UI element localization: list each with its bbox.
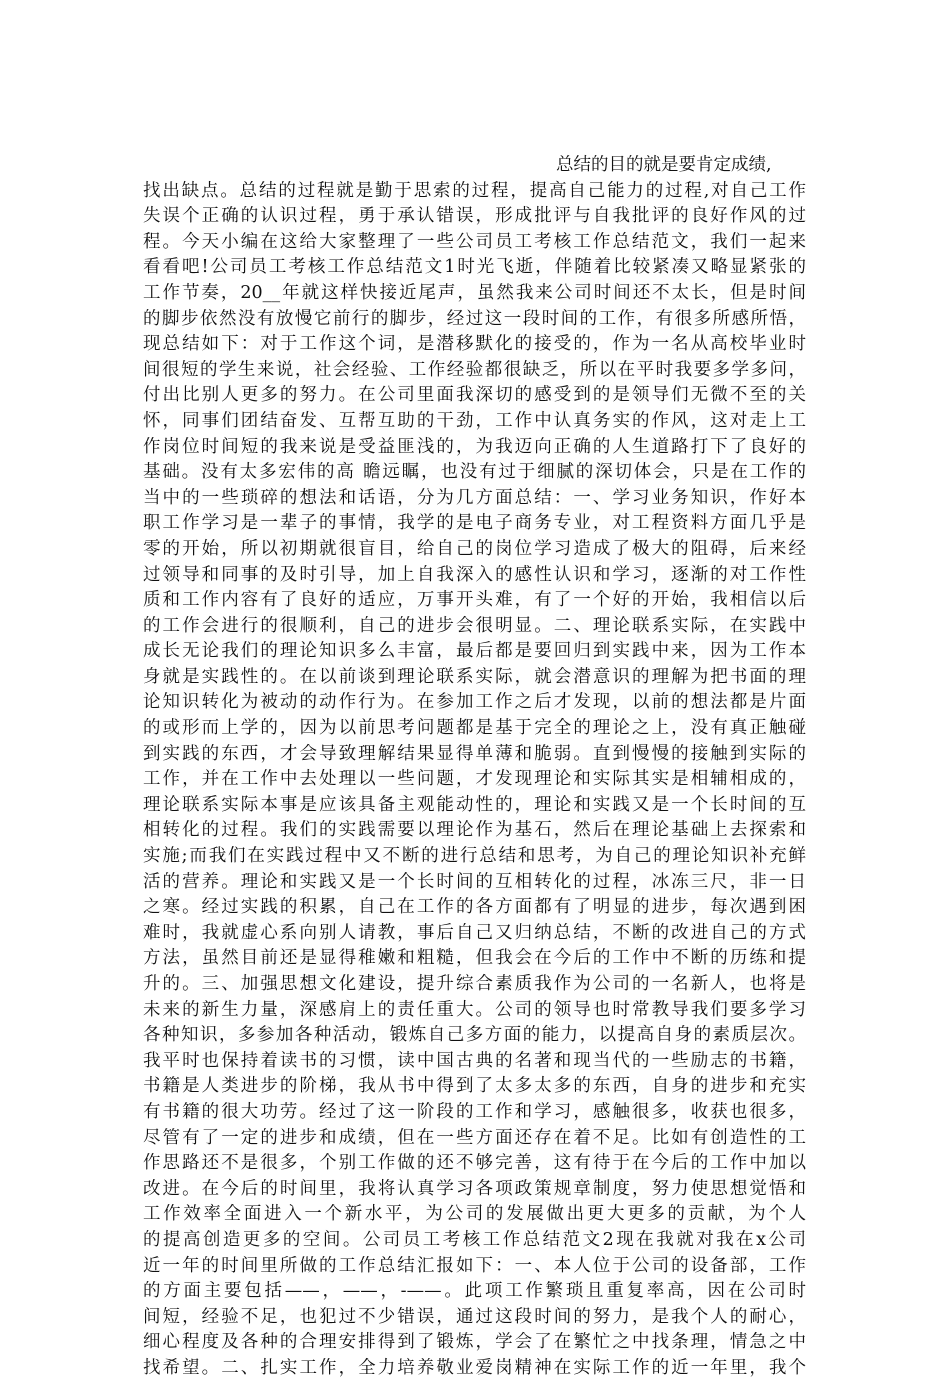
text-line: 细心程度及各种的合理安排得到了锻炼，学会了在繁忙之中找条理，情急之中 (143, 1332, 806, 1353)
text-line: 到实践的东西，才会导致理解结果显得单薄和脆弱。直到慢慢的接触到实际的 (143, 743, 806, 764)
text-line: 作思路还不是很多，个别工作做的还不够完善，这有待于在今后的工作中加以 (143, 1153, 806, 1174)
text-line: 尽管有了一定的进步和成绩，但在一些方面还存在着不足。比如有创造性的工 (143, 1127, 806, 1148)
text-line: 升的。三、加强思想文化建设，提升综合素质我作为公司的一名新人，也将是 (143, 974, 806, 994)
text-line: 有书籍的很大功劳。经过了这一阶段的工作和学习，感触很多，收获也很多， (143, 1101, 806, 1122)
text-line: 作岗位时间短的我来说是受益匪浅的，为我迈向正确的人生道路打下了良好的 (143, 436, 806, 457)
text-line: 实施;而我们在实践过程中又不断的进行总结和思考，为自己的理论知识补充鲜 (143, 846, 806, 867)
text-line: 的或形而上学的，因为以前思考问题都是基于完全的理论之上，没有真正触碰 (143, 718, 806, 739)
text-line: 改进。在今后的时间里，我将认真学习各项政策规章制度，努力使思想觉悟和 (143, 1178, 806, 1199)
text-line: 成长无论我们的理论知识多么丰富，最后都是要回归到实践中来，因为工作本 (143, 641, 806, 662)
text-line: 过领导和同事的及时引导，加上自我深入的感性认识和学习，逐渐的对工作性 (143, 564, 806, 585)
text-line: 间短，经验不足，也犯过不少错误，通过这段时间的努力，是我个人的耐心， (143, 1306, 806, 1327)
text-line: 活的营养。理论和实践又是一个长时间的互相转化的过程，冰冻三尺，非一日 (143, 871, 806, 892)
text-line: 职工作学习是一辈子的事情，我学的是电子商务专业，对工程资料方面几乎是 (143, 513, 806, 534)
text-line: 基础。没有太多宏伟的高 瞻远瞩，也没有过于细腻的深切体会，只是在工作的 (143, 462, 806, 483)
text-line: 付出比别人更多的努力。在公司里面我深切的感受到的是领导们无微不至的关 (143, 385, 806, 406)
text-line: 相转化的过程。我们的实践需要以理论作为基石，然后在理论基础上去探索和 (143, 820, 806, 841)
text-line: 找希望。二、扎实工作，全力培养敬业爱岗精神在实际工作的近一年里，我个 (143, 1357, 806, 1378)
text-line: 的工作会进行的很顺利，自己的进步会很明显。二、理论联系实际，在实践中 (143, 615, 806, 636)
text-line: 的提高创造更多的空间。公司员工考核工作总结范文2现在我就对我在x公司 (143, 1229, 806, 1250)
text-line: 各种知识，多参加各种活动，锻炼自己多方面的能力，以提高自身的素质层次。 (143, 1025, 806, 1046)
text-line: 近一年的时间里所做的工作总结汇报如下：一、本人位于公司的设备部，工作 (143, 1255, 806, 1276)
text-line: 程。今天小编在这给大家整理了一些公司员工考核工作总结范文，我们一起来 (143, 231, 806, 252)
text-line: 我平时也保持着读书的习惯，读中国古典的名著和现当代的一些励志的书籍， (143, 1050, 806, 1071)
text-line: 论知识转化为被动的动作行为。在参加工作之后才发现，以前的想法都是片面 (143, 692, 806, 713)
text-line: 方法，虽然目前还是显得稚嫩和粗糙，但我会在今后的工作中不断的历练和提 (143, 948, 806, 969)
text-line: 总结的目的就是要肯定成绩, (556, 155, 772, 175)
text-line: 看看吧!公司员工考核工作总结范文1时光飞逝，伴随着比较紧凑又略显紧张的 (143, 257, 806, 278)
text-line: 的方面主要包括——，——，-——。此项工作繁琐且重复率高，因在公司时 (143, 1281, 806, 1302)
text-line: 零的开始，所以初期就很盲目，给自己的岗位学习造成了极大的阻碍，后来经 (143, 538, 806, 559)
text-line: 的脚步依然没有放慢它前行的脚步，经过这一段时间的工作，有很多所感所悟， (143, 308, 806, 329)
text-line: 当中的一些琐碎的想法和话语，分为几方面总结：一、学习业务知识，作好本 (143, 487, 806, 508)
text-line: 难时，我就虚心系向别人请教，事后自己又归纳总结，不断的改进自己的方式 (143, 922, 806, 943)
text-line: 工作效率全面进入一个新水平，为公司的发展做出更大更多的贡献，为个人 (143, 1204, 806, 1225)
text-line: 间很短的学生来说，社会经验、工作经验都很缺乏，所以在平时我要多学多问， (143, 359, 806, 380)
text-line: 书籍是人类进步的阶梯，我从书中得到了太多太多的东西，自身的进步和充实 (143, 1076, 806, 1097)
text-line: 找出缺点。总结的过程就是勤于思索的过程，提高自己能力的过程,对自己工作 (143, 180, 806, 201)
text-line: 之寒。经过实践的积累，自己在工作的各方面都有了明显的进步，每次遇到困 (143, 897, 806, 918)
text-line: 理论联系实际本事是应该具备主观能动性的，理论和实践又是一个长时间的互 (143, 794, 806, 815)
text-line: 失误个正确的认识过程，勇于承认错误，形成批评与自我批评的良好作风的过 (143, 206, 806, 227)
text-line: 现总结如下：对于工作这个词，是潜移默化的接受的，作为一名从高校毕业时 (143, 334, 806, 355)
document-body (143, 153, 806, 1382)
text-line: 工作，并在工作中去处理以一些问题，才发现理论和实际其实是相辅相成的， (143, 769, 806, 790)
text-line: 未来的新生力量，深感肩上的责任重大。公司的领导也时常教导我们要多学习 (143, 999, 806, 1020)
text-line: 身就是实践性的。在以前谈到理论联系实际，就会潜意识的理解为把书面的理 (143, 666, 806, 687)
text-line: 工作节奏，20__年就这样快接近尾声，虽然我来公司时间还不太长，但是时间 (143, 282, 806, 303)
text-line: 质和工作内容有了良好的适应，万事开头难，有了一个好的开始，我相信以后 (143, 590, 806, 611)
text-line: 怀，同事们团结奋发、互帮互助的干劲，工作中认真务实的作风，这对走上工 (143, 410, 806, 431)
